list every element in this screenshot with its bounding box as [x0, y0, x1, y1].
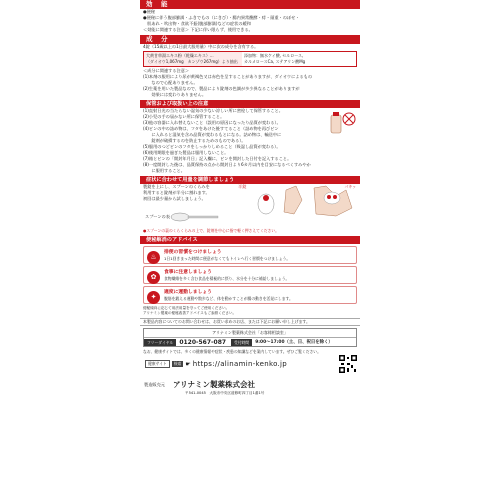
- advice-item-title: 食事に注意しましょう: [164, 270, 212, 275]
- composition-notes-title: ＜成分に関連する注意＞: [143, 68, 190, 73]
- dosage-header: 症状に合わせて用量を調節しましょう: [140, 176, 360, 184]
- storage-item: に服用すること。: [143, 168, 185, 173]
- phone-number[interactable]: 0120-567-087: [179, 338, 227, 346]
- advice-item: [143, 246, 357, 264]
- pointer-icon: ☛: [185, 360, 191, 368]
- advice-item-desc: 食物繊維を多く含む食品を積極的に摂り、水分を十分に補給しましょう。: [164, 276, 290, 281]
- storage-item: (8)一度開封した後は、品質保持の点から開封日より6カ月以内を目安になるべくすみやか: [143, 162, 311, 167]
- meal-icon: ✿: [147, 271, 160, 284]
- package-insert-panel: [140, 0, 360, 500]
- hours-tag: 受付時間: [231, 339, 252, 346]
- storage-section: [140, 108, 360, 174]
- composition-intro: 4錠（15歳以上の1日最大服用量）中に次の成分を含有する。: [143, 44, 259, 49]
- contact-dept: アリナミン製薬株式会社「お客様相談室」: [212, 330, 288, 335]
- ingredient-table: [143, 51, 357, 67]
- maker-row: [140, 379, 360, 390]
- spoon-illustration: [170, 212, 220, 222]
- storage-item: (4)ビンの中の詰め物は、フタをあけた後すてること（詰め物を再びビン: [143, 126, 279, 131]
- advice-item-title: 排便の習慣をつけましょう: [164, 250, 222, 255]
- spoon-label: スプーンの表: [145, 214, 170, 219]
- composition-note: (1)本剤の服用により尿が黄褐色又は赤色を呈することがありますが、ダイオウによるもの: [143, 74, 313, 79]
- dosage-line: 製錠を上にし、スプーンのくらみを: [143, 184, 210, 189]
- site-tag: 健康サイト: [145, 360, 170, 368]
- ingredient-additives: [242, 52, 356, 66]
- storage-item: 錠剤が破損するのを防止するためのものである）。: [143, 138, 246, 143]
- additive-line: 添加物：無水ケイ酸, セルロース,: [244, 53, 304, 58]
- composition-note: (2)生薬を用いた製品なので、製品により錠剤の色調が多少異なることがありますが: [143, 86, 300, 91]
- half-tablet-label: 半錠: [238, 184, 247, 189]
- maker-address: 〒541-0045 大阪市中央区道修町四丁目1番1号: [185, 391, 265, 395]
- effects-list: [140, 9, 360, 33]
- ingredient-line: （ダイオウ1,067mg カンゾウ267mg）より抽出: [146, 59, 238, 64]
- contact-phone-row: [144, 337, 356, 346]
- storage-item: (2)小児の手の届かない所に保管すること。: [143, 114, 225, 119]
- effects-item: ●便秘に伴う腹部膨満・ふきでもの（にきび）・腸内異常醗酵・痔・頭重・のぼせ・: [143, 15, 300, 20]
- storage-item: (6)使用期限を過ぎた製品は服用しないこと。: [143, 150, 229, 155]
- web-note: なお、健康サイトでは、多くの健康情報や症状・疾患の知識などを案内しています。ぜひご覧ください。: [143, 349, 321, 354]
- hours: 9:00～17:00（土、日、祝日を除く）: [255, 340, 333, 345]
- inquiry-text: 本製品内容についてのお問い合わせは、お買い求めのお店、または下記にお願い申し上げます。: [140, 318, 360, 326]
- free-dial-tag: フリーダイヤル: [144, 339, 176, 346]
- advice-footnote: アリナミン製薬の便秘改善アドバイスもご参照ください。: [143, 311, 237, 315]
- website-url[interactable]: https://alinamin-kenko.jp: [192, 360, 288, 368]
- contact-dept-row: [144, 329, 356, 337]
- composition-note: なので心配ありません。: [143, 80, 198, 85]
- dosage-note: ●スプーンの裏のくらくらみの上で、錠剤を中心に指で軽く押さえてください。: [143, 228, 279, 233]
- dosage-section: [140, 184, 360, 228]
- ingredient-line: 大黄甘草湯エキス粉（乾燥エキス）...: [146, 53, 214, 58]
- advice-item: [143, 286, 357, 304]
- advice-header: 便秘解消のアドバイス: [140, 236, 360, 244]
- maker-label: 製造販売元: [144, 381, 165, 387]
- effects-item: 肌あれ・吹出物・食欲不振(腹部膨満)などの症状の緩和: [143, 21, 251, 26]
- search-button[interactable]: 検索: [173, 361, 182, 366]
- effects-header: 効 能: [140, 0, 360, 9]
- maker-name: アリナミン製薬株式会社: [172, 380, 256, 389]
- advice-item-desc: 腹筋を鍛える運動や散歩など、体を動かすことが腸の動きを活発にします。: [164, 296, 293, 301]
- additive-line: カルメロースCa, ステアリン酸Mg: [244, 59, 306, 64]
- ingredient-main: [144, 52, 242, 66]
- advice-footnote: 便秘傾向に応じて用法用量を守ってご使用ください。: [143, 306, 230, 310]
- bottle-warning-illustration: [328, 110, 358, 136]
- advice-item-desc: 1日1回きまった時間に便意がなくてもトイレへ行く習慣をつけましょう。: [164, 256, 291, 261]
- advice-item: [143, 266, 357, 284]
- contact-box: [143, 328, 357, 347]
- composition-header: 成 分: [140, 35, 360, 44]
- composition-note: 効果には変わりありません。: [143, 92, 207, 97]
- storage-item: (1)直射日光の当たらない湿気の少ない涼しい所に密栓して保管すること。: [143, 108, 283, 113]
- qr-code-icon[interactable]: [339, 355, 357, 373]
- dosage-line: 初回は最少量から試しましょう。: [143, 196, 206, 201]
- click-label: パキッ: [344, 184, 356, 189]
- exercise-icon: ✦: [147, 291, 160, 304]
- website-row: [140, 355, 360, 373]
- storage-header: 保管および取扱い上の注意: [140, 100, 360, 108]
- effects-item: ●便秘: [143, 9, 156, 14]
- storage-item: (5)服用のつどビンのフタをしっかりしめること（吸湿し品質が変わる）。: [143, 144, 281, 149]
- storage-item: (3)他の容器に入れ替えないこと（誤用の原因になったり品質が変わる）。: [143, 120, 281, 125]
- effects-item: ＜効能に関連する注意＞ 下記に伴い限らず、使用できる。: [143, 27, 253, 32]
- toilet-icon: ♨: [147, 251, 160, 264]
- storage-item: に入れると湿気を含み品質が変わるもとになる。詰め物は、輸送中に: [143, 132, 282, 137]
- dosage-line: 利用すると錠剤が半分に割れます。: [143, 190, 210, 195]
- storage-item: (7)箱とビンの「開封年月日」記入欄に、ビンを開封した日付を記入すること。: [143, 156, 292, 161]
- advice-item-title: 適度に運動しましょう: [164, 290, 212, 295]
